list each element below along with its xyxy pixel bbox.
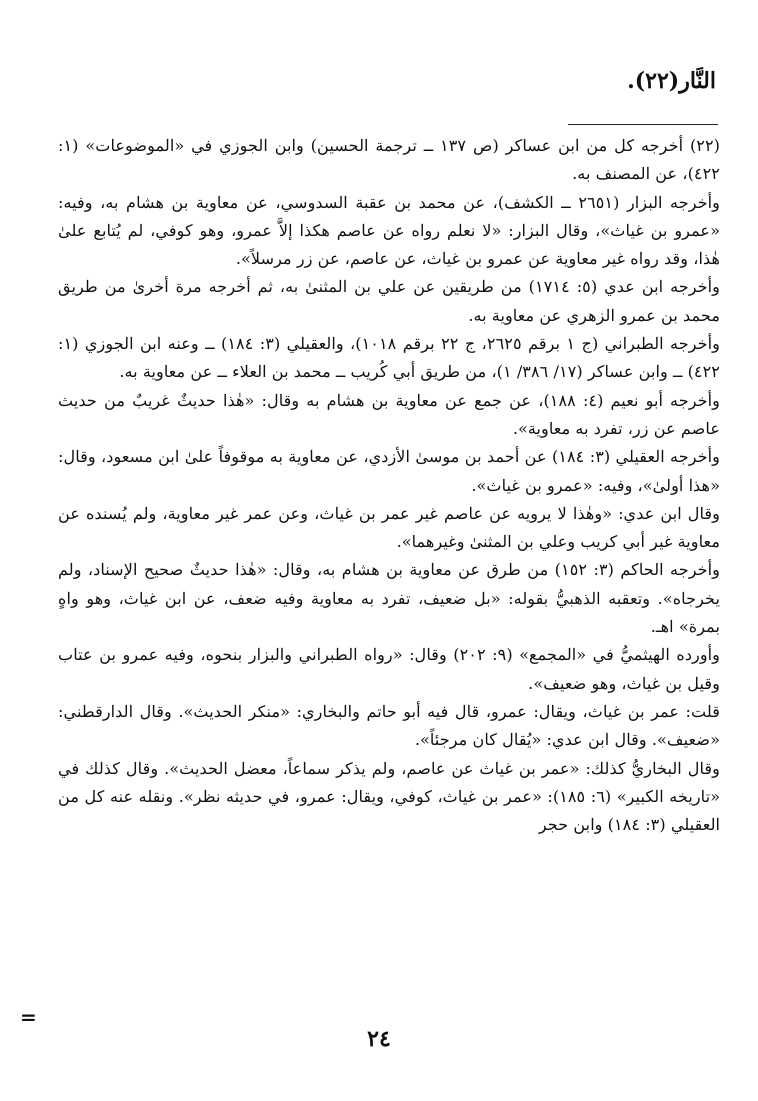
footnote-paragraph: وقال البخاريُّ كذلك: «عمر بن غياث عن عاصم، ولم يذكر سماعاً، معضل الحديث». وقال كذلك في «تاريخه الكبير» (٦: ١٨٥): «عمر بن غياث، كوفي، ويقال: عمرو، في حديثه نظر». ونقله عنه كل من العقيلي (٣: ١٨٤) وابن حجر xyxy=(58,758,720,835)
footnote-paragraph: وأخرجه العقيلي (٣: ١٨٤) عن أحمد بن موسىٰ الأزدي، عن معاوية به موقوفاً علىٰ ابن مسعود، وقال: «هذا أولىٰ»، وفيه: «عمرو بن غياث». xyxy=(58,447,720,495)
footnote-paragraph: وأخرجه ابن عدي (٥: ١٧١٤) من طريقين عن علي بن المثنىٰ به، ثم أخرجه مرة أخرىٰ من طريق محمد بن عمرو الزهري عن معاوية به. xyxy=(58,277,721,325)
footnote-paragraph: وأورده الهيثميُّ في «المجمع» (٩: ٢٠٢) وقال: «رواه الطبراني والبزار بنحوه، وفيه عمرو بن عتاب وقيل بن غياث، وهو ضعيف». xyxy=(58,645,720,693)
main-text-line: النَّار(٢٢). xyxy=(627,68,716,94)
footnote-paragraph: وأخرجه أبو نعيم (٤: ١٨٨)، عن جمع عن معاوية بن هشام به وقال: «هٰذا حديثٌ غريبٌ من حديث عاصم عن زر، تفرد به معاوية». xyxy=(58,390,720,438)
footnote-paragraph: (٢٢) أخرجه كل من ابن عساكر (ص ١٣٧ ــ ترجمة الحسين) وابن الجوزي في «الموضوعات» (١: ٤٢٢)، عن المصنف به. xyxy=(58,136,720,184)
footnote-paragraph: وأخرجه الحاكم (٣: ١٥٢) من طرق عن معاوية بن هشام به، وقال: «هٰذا حديثٌ صحيح الإسناد، ولم يخرجاه». وتعقبه الذهبيُّ بقوله: «بل ضعيف، تفرد به معاوية وفيه ضعف، عن ابن غياث، وهو واهٍ بمرة» اهـ. xyxy=(58,560,720,637)
footnote-paragraph: وقال ابن عدي: «وهٰذا لا يرويه عن عاصم غير عمر بن غياث، وعن عمر غير معاوية، ولم يُسنده عن معاوية غير أبي كريب وعلي بن المثنىٰ وغيرهما». xyxy=(58,503,720,552)
page-number: ٢٤ xyxy=(367,1026,391,1052)
footnote-block xyxy=(58,132,720,839)
footnote-separator xyxy=(568,124,718,125)
footnote-paragraph: قلت: عمر بن غياث، ويقال: عمرو، قال فيه أبو حاتم والبخاري: «منكر الحديث». وقال الدارقطني: «ضعيف». وقال ابن عدي: «يُقال كان مرجئاً». xyxy=(58,701,720,750)
footnote-paragraph: وأخرجه الطبراني (ج ١ برقم ٢٦٢٥، ج ٢٢ برقم ١٠١٨)، والعقيلي (٣: ١٨٤) ــ وعنه ابن الجوزي (١: ٤٢٢) ــ وابن عساكر (١٧/ ٣٨٦/ ١)، من طريق أبي كُريب ــ محمد بن العلاء ــ عن معاوية به. xyxy=(58,334,720,382)
footnote-paragraph: وأخرجه البزار (٢٦٥١ ــ الكشف)، عن محمد بن عقبة السدوسي، عن معاوية بن هشام به، وفيه: «عمرو بن غياث»، وقال البزار: «لا نعلم رواه عن عاصم هكذا إلاَّ عمرو، وهو كوفي، لم يُتابع علىٰ هٰذا، وقد رواه غير معاوية عن عمرو بن غياث، عن عاصم، عن زر مرسلاً». xyxy=(58,192,720,269)
continuation-mark: = xyxy=(20,1005,37,1029)
